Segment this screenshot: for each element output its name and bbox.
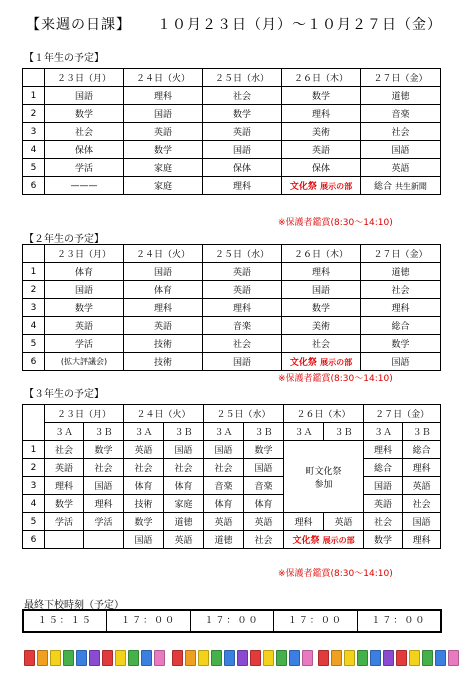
class-header-3b: ３Ｂ [84, 423, 124, 441]
subject-cell: 社会 [45, 441, 84, 459]
period-row [23, 531, 441, 549]
period-number: 6 [23, 177, 45, 195]
subject-cell: 国語 [403, 513, 441, 531]
subject-cell: 社会 [282, 335, 361, 353]
subject-cell: 理科 [124, 87, 203, 105]
subject-cell: 社会 [84, 459, 124, 477]
period-row [23, 87, 441, 105]
book-icon [237, 650, 248, 666]
book-icon [357, 650, 368, 666]
subject-cell: 英語 [124, 317, 203, 335]
subject-cell: 音楽 [204, 477, 244, 495]
title-date-range: １０月２３日（月）～１０月２７日（金） [157, 17, 442, 33]
subject-cell: 国語 [244, 459, 284, 477]
grade2-note: ※保護者鑑賞(8:30～14:10) [278, 374, 393, 384]
class-header-3b: ３Ｂ [244, 423, 284, 441]
subject-cell: 英語 [204, 513, 244, 531]
exhibition-label: 展示の部 [320, 358, 353, 367]
grade3-schedule-table [22, 404, 441, 549]
period-number: 4 [23, 317, 45, 335]
period-number: 1 [23, 263, 45, 281]
grade1-note: ※保護者鑑賞(8:30～14:10) [278, 218, 393, 228]
subject-cell: 理科 [45, 477, 84, 495]
newspaper-label: 共生新聞 [394, 182, 427, 191]
subject-cell: 英語 [324, 513, 364, 531]
class-header-3a: ３Ａ [45, 423, 84, 441]
grade3-label: 【３年生の予定】 [24, 389, 104, 400]
subject-cell: 美術 [282, 123, 361, 141]
book-icon [383, 650, 394, 666]
subject-cell: 理科 [203, 177, 282, 195]
subject-cell: 社会 [164, 459, 204, 477]
subject-cell: 音楽 [203, 317, 282, 335]
day-header: ２３日（月） [45, 69, 124, 87]
book-icon [50, 650, 61, 666]
subject-cell: 数学 [45, 495, 84, 513]
period-number: 6 [23, 531, 45, 549]
subject-cell: 学活 [45, 159, 124, 177]
subject-cell: 社会 [124, 459, 164, 477]
book-icon [185, 650, 196, 666]
period-row [23, 317, 441, 335]
subject-cell: 数学 [45, 299, 124, 317]
subject-cell: 数学 [364, 531, 403, 549]
subject-cell: 体育 [45, 263, 124, 281]
subject-cell: 英語 [244, 513, 284, 531]
subject-cell: 社会 [203, 87, 282, 105]
period-row [23, 477, 441, 495]
book-icon [409, 650, 420, 666]
subject-cell: 国語 [204, 441, 244, 459]
subject-cell: 国語 [203, 141, 282, 159]
book-icon [435, 650, 446, 666]
subject-cell: 国語 [203, 353, 282, 371]
subject-cell: 社会 [361, 123, 441, 141]
subject-cell: 技術 [124, 495, 164, 513]
book-icon [89, 650, 100, 666]
subject-cell: 数学 [45, 105, 124, 123]
book-icon [422, 650, 433, 666]
subject-cell: 数学 [282, 87, 361, 105]
subject-cell: 英語 [203, 263, 282, 281]
book-icon [263, 650, 274, 666]
subject-cell: 国語 [282, 281, 361, 299]
subject-cell: 理科 [364, 441, 403, 459]
class-header-3a: ３Ａ [364, 423, 403, 441]
day-header: ２６日（木） [282, 69, 361, 87]
day-header: ２６日（木） [284, 405, 364, 423]
grade3-note: ※保護者鑑賞(8:30～14:10) [278, 569, 393, 579]
subject-cell: 道徳 [164, 513, 204, 531]
class-header-3a: ３Ａ [204, 423, 244, 441]
grade1-label: 【１年生の予定】 [24, 53, 104, 64]
subject-cell: 英語 [361, 159, 441, 177]
subject-cell: 数学 [84, 441, 124, 459]
subject-cell: 理科 [282, 263, 361, 281]
period-row [23, 441, 441, 459]
subject-cell: 数学 [361, 335, 441, 353]
subject-cell: 家庭 [164, 495, 204, 513]
subject-cell: 理科 [282, 105, 361, 123]
day-header: ２３日（月） [45, 245, 124, 263]
culture-festival-cell [282, 353, 361, 371]
subject-cell: 数学 [203, 105, 282, 123]
book-icon [102, 650, 113, 666]
subject-cell: 美術 [282, 317, 361, 335]
book-icon [250, 650, 261, 666]
final-time-wed: １７：００ [190, 611, 273, 631]
subject-cell: 国語 [164, 441, 204, 459]
subject-cell: 国語 [361, 141, 441, 159]
subject-cell: 家庭 [124, 177, 203, 195]
period-number: 3 [23, 299, 45, 317]
subject-cell: 社会 [45, 123, 124, 141]
book-icon [331, 650, 342, 666]
book-icon [198, 650, 209, 666]
book-icon [448, 650, 459, 666]
subject-cell [45, 531, 84, 549]
culture-festival-cell [284, 531, 364, 549]
subject-cell: 社会 [203, 335, 282, 353]
subject-cell: 社会 [364, 513, 403, 531]
book-icon [344, 650, 355, 666]
subject-cell: 道徳 [361, 87, 441, 105]
final-dismissal-times [22, 609, 442, 633]
subject-cell: 数学 [244, 441, 284, 459]
subject-cell: 国語 [124, 263, 203, 281]
subject-cell: 学活 [45, 335, 124, 353]
book-icon [396, 650, 407, 666]
subject-cell: 音楽 [361, 105, 441, 123]
book-decoration-left [24, 650, 165, 666]
header-row [23, 405, 441, 423]
period-number: 5 [23, 159, 45, 177]
subject-cell: 国語 [364, 477, 403, 495]
subject-cell [361, 177, 441, 195]
book-icon [370, 650, 381, 666]
subject-cell: 総合 [361, 317, 441, 335]
book-icon [37, 650, 48, 666]
period-row [23, 141, 441, 159]
period-number: 6 [23, 353, 45, 371]
book-icon [115, 650, 126, 666]
period-header [23, 69, 45, 87]
subject-cell: 社会 [403, 495, 441, 513]
subject-cell: 英語 [203, 123, 282, 141]
subject-cell: 理科 [84, 495, 124, 513]
subject-cell: 英語 [45, 459, 84, 477]
period-number: 2 [23, 459, 45, 477]
subject-cell [84, 531, 124, 549]
exhibition-label: 展示の部 [320, 182, 353, 191]
subject-cell: 体育 [204, 495, 244, 513]
day-header: ２４日（火） [124, 69, 203, 87]
class-header-3a: ３Ａ [284, 423, 324, 441]
day-header: ２５日（水） [203, 245, 282, 263]
town-festival-cell: 町文化祭 参加 [284, 441, 364, 513]
culture-festival-cell [282, 177, 361, 195]
subject-cell: 保体 [203, 159, 282, 177]
subject-cell: 理科 [403, 459, 441, 477]
subject-cell: 体育 [164, 477, 204, 495]
subject-cell: 体育 [124, 477, 164, 495]
subject-cell: 技術 [124, 335, 203, 353]
day-header: ２７日（金） [361, 69, 441, 87]
title-heading: 【来週の日課】 [26, 17, 131, 33]
subject-cell: 数学 [124, 513, 164, 531]
subject-cell: 総合 [403, 441, 441, 459]
subject-cell: 英語 [364, 495, 403, 513]
subject-cell: 数学 [124, 141, 203, 159]
period-row [23, 335, 441, 353]
grade1-schedule-table [22, 68, 441, 195]
period-header [23, 245, 45, 263]
book-icon [154, 650, 165, 666]
exhibition-label: 展示の部 [322, 536, 355, 545]
subject-cell: 保体 [282, 159, 361, 177]
book-icon [63, 650, 74, 666]
period-header [23, 405, 45, 441]
subject-cell: 保体 [45, 141, 124, 159]
period-number: 3 [23, 123, 45, 141]
period-row [23, 513, 441, 531]
day-header: ２５日（水） [204, 405, 284, 423]
period-number: 5 [23, 335, 45, 353]
subject-cell: 国語 [84, 477, 124, 495]
subject-cell: 体育 [244, 495, 284, 513]
subject-cell: ——— [45, 177, 124, 195]
subject-cell: 理科 [361, 299, 441, 317]
period-row [23, 353, 441, 371]
book-icon [224, 650, 235, 666]
book-icon [289, 650, 300, 666]
final-time-mon: １５：１５ [37, 616, 93, 626]
subject-cell: 英語 [164, 531, 204, 549]
day-header: ２４日（火） [124, 405, 204, 423]
period-number: 1 [23, 441, 45, 459]
page-title [26, 14, 442, 34]
subject-cell: 学活 [45, 513, 84, 531]
day-header: ２５日（水） [203, 69, 282, 87]
subject-cell: 社会 [204, 459, 244, 477]
grade2-schedule-table [22, 244, 441, 371]
period-number: 2 [23, 281, 45, 299]
subject-cell: 社会 [244, 531, 284, 549]
period-number: 3 [23, 477, 45, 495]
header-row [23, 69, 441, 87]
subject-cell: 英語 [403, 477, 441, 495]
subject-cell: 理科 [203, 299, 282, 317]
class-header-3b: ３Ｂ [164, 423, 204, 441]
subject-cell: 道徳 [361, 263, 441, 281]
subject-cell: 国語 [45, 87, 124, 105]
book-icon [172, 650, 183, 666]
subject-cell: 国語 [361, 353, 441, 371]
culture-festival-label: 文化祭 [289, 358, 317, 368]
final-time-tue: １７：００ [106, 611, 189, 631]
subject-cell: 体育 [124, 281, 203, 299]
book-decoration-center [172, 650, 313, 666]
class-header-3a: ３Ａ [124, 423, 164, 441]
subject-cell: 国語 [124, 105, 203, 123]
book-icon [141, 650, 152, 666]
subject-cell: 学活 [84, 513, 124, 531]
subject-cell: 国語 [124, 531, 164, 549]
book-icon [128, 650, 139, 666]
period-number: 2 [23, 105, 45, 123]
period-row [23, 123, 441, 141]
subject-cell: 技術 [124, 353, 203, 371]
period-number: 4 [23, 141, 45, 159]
day-header: ２７日（金） [361, 245, 441, 263]
subject-cell: (拡大評議会) [45, 353, 124, 371]
culture-festival-label: 文化祭 [289, 182, 317, 192]
book-icon [76, 650, 87, 666]
final-time-fri: １７：００ [357, 611, 440, 631]
book-decoration-right [318, 650, 459, 666]
book-icon [276, 650, 287, 666]
culture-festival-label: 文化祭 [292, 536, 320, 546]
subject-cell: 数学 [282, 299, 361, 317]
grade2-label: 【２年生の予定】 [24, 234, 104, 245]
book-icon [302, 650, 313, 666]
period-row [23, 299, 441, 317]
day-header: ２４日（火） [124, 245, 203, 263]
final-time-thu: １７：００ [273, 611, 356, 631]
period-row [23, 495, 441, 513]
class-header-3b: ３Ｂ [324, 423, 364, 441]
period-number: 1 [23, 87, 45, 105]
class-header-row [23, 423, 441, 441]
subject-cell: 理科 [284, 513, 324, 531]
book-icon [211, 650, 222, 666]
subject-cell: 英語 [282, 141, 361, 159]
subject-cell: 理科 [124, 299, 203, 317]
book-icon [24, 650, 35, 666]
header-row [23, 245, 441, 263]
period-number: 5 [23, 513, 45, 531]
day-header: ２７日（金） [364, 405, 441, 423]
book-icon [318, 650, 329, 666]
day-header: ２６日（木） [282, 245, 361, 263]
final-dismissal-label: 最終下校時刻（予定） [24, 600, 124, 611]
subject-cell: 国語 [45, 281, 124, 299]
subject-cell: 英語 [45, 317, 124, 335]
period-row [23, 459, 441, 477]
subject-cell: 英語 [124, 441, 164, 459]
day-header: ２３日（月） [45, 405, 124, 423]
period-row [23, 281, 441, 299]
subject-cell: 英語 [203, 281, 282, 299]
subject-cell: 理科 [403, 531, 441, 549]
subject-cell: 音楽 [244, 477, 284, 495]
period-number: 4 [23, 495, 45, 513]
period-row [23, 263, 441, 281]
subject-label: 総合 [374, 182, 393, 192]
class-header-3b: ３Ｂ [403, 423, 441, 441]
subject-cell: 家庭 [124, 159, 203, 177]
period-row [23, 105, 441, 123]
period-row [23, 159, 441, 177]
subject-cell: 総合 [364, 459, 403, 477]
subject-cell: 社会 [361, 281, 441, 299]
subject-cell: 英語 [124, 123, 203, 141]
period-row [23, 177, 441, 195]
subject-cell: 道徳 [204, 531, 244, 549]
